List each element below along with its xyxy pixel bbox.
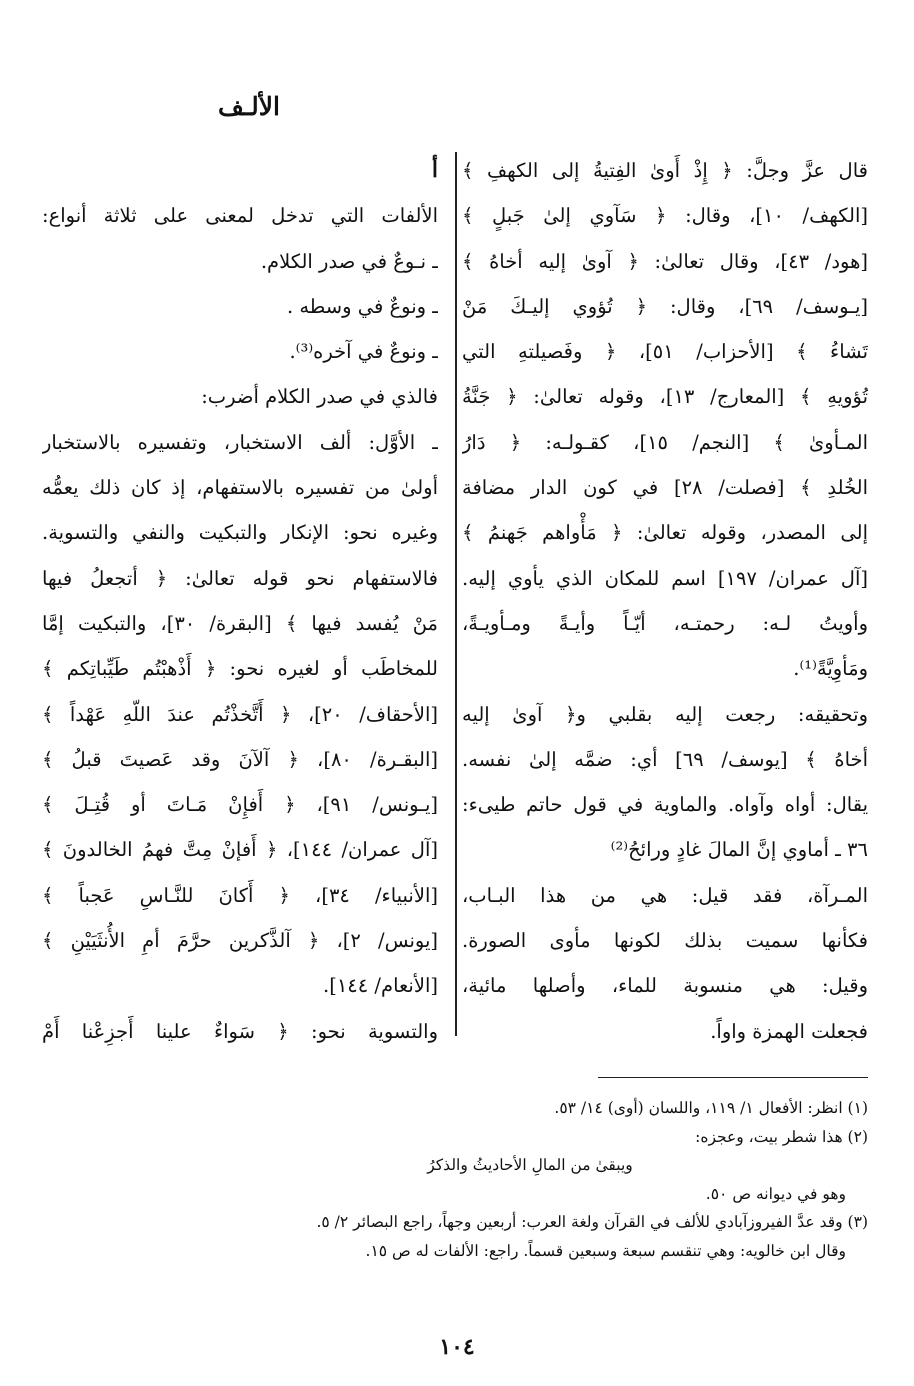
text-line: وغيره نحو: الإنكار والتبكيت والنفي والتسوية. (42, 521, 438, 545)
text-line: ـ نـوعٌ في صدر الكلام. (260, 249, 438, 273)
text-line: فالذي في صدر الكلام أضرب: (201, 385, 438, 409)
text-line: ـ ونوعٌ في وسطه . (286, 294, 438, 318)
footnote-verse: ويبقىٰ من المالِ الأحاديثُ والذكرُ (427, 1156, 633, 1174)
left-column (42, 148, 438, 1054)
footnote-line: وهو في ديوانه ص ٥٠. (705, 1184, 846, 1203)
text-line: أولىٰ من تفسيره بالاستفهام، إذ كان ذلك يعمُّه (42, 476, 438, 500)
text-line: فكأنها سميت بذلك لكونها مأوى الصورة. (462, 929, 868, 953)
text-line: تُؤويهِ ﴾ [المعارج/ ١٣]، وقوله تعالىٰ: ﴿ جَنَّةُ (462, 385, 868, 409)
footnote-line: (١) انظر: الأفعال ١/ ١١٩، واللسان (أوى) ١٤/ ٥٣. (554, 1099, 868, 1117)
text-line: للمخاطَب أو لغيره نحو: ﴿ أَذْهبْتُم طَيِّباتِكم ﴾ (42, 657, 438, 681)
footnote-line: وقال ابن خالويه: وهي تنقسم سبعة وسبعين قسماً. راجع: الألفات له ص ١٥. (365, 1241, 846, 1260)
text-line: ـ الأوَّل: ألف الاستخبار، وتفسيره بالاستخبار (42, 430, 438, 454)
text-line: [الأنبياء/ ٣٤]، ﴿ أَكانَ للنَّـاسِ عَجباً ﴾ (42, 883, 438, 907)
text-line: إلى المصدر، وقوله تعالىٰ: ﴿ مَأْواهم جَهنمُ ﴾ (462, 521, 868, 545)
text-line: ـ ونوعٌ في آخره⁽³⁾. (289, 340, 438, 364)
text-line: والتسوية نحو: ﴿ سَواءٌ علينا أَجزِعْنا أَمْ (42, 1019, 438, 1043)
page-number: ١٠٤ (439, 1334, 475, 1360)
text-line: الألفات التي تدخل لمعنى على ثلاثة أنواع: (42, 204, 438, 228)
text-line: [يونس/ ٢]، ﴿ آلذَّكرين حرَّمَ أمِ الأُنثَيَيْنِ ﴾ (42, 929, 438, 953)
text-line: أخاهُ ﴾ [يوسف/ ٦٩] أي: ضمَّه إلىٰ نفسه. (462, 747, 868, 771)
page-header: الألـف (217, 92, 280, 121)
text-line: [يـوسف/ ٦٩]، وقال: ﴿ تُؤوي إليـكَ مَنْ (462, 294, 868, 318)
text-line: [الأحقاف/ ٢٠]، ﴿ أَتَّخذْتُم عندَ اللّهِ عَهْداً ﴾ (42, 702, 438, 726)
poem-line: ٣٦ ـ أماوي إنَّ المالَ غادٍ ورائحُ⁽²⁾ (610, 838, 868, 862)
text-line: يقال: أواه وآواه. والماوية في قول حاتم طيىء: (462, 793, 868, 817)
footnote-divider (598, 1077, 868, 1078)
text-line: فجعلت الهمزة واواً. (710, 1019, 868, 1043)
text-line: قال عزَّ وجلَّ: ﴿ إِذْ أَوىٰ الفِتيةُ إلى الكهفِ ﴾ (462, 159, 868, 182)
text-line: [آل عمران/ ١٩٧] اسم للمكان الذي يأوي إليه. (462, 566, 868, 590)
text-line: [البقـرة/ ٨٠]، ﴿ آلآنَ وقد عَصيتَ قبلُ ﴾ (42, 747, 438, 771)
text-line: [يـونس/ ٩١]، ﴿ أَفإِنْ مَـاتَ أو قُتِـلَ ﴾ (42, 793, 438, 817)
text-line: [آل عمران/ ١٤٤]، ﴿ أَفإنْ مِتَّ فهمُ الخالدونَ ﴾ (42, 838, 438, 862)
section-heading: أ (431, 157, 438, 183)
text-line: الخُلدِ ﴾ [فصلت/ ٢٨] في كون الدار مضافة (462, 476, 868, 500)
text-line: وقيل: هي منسوبة للماء، وأصلها مائية، (462, 974, 868, 998)
text-line: مَنْ يُفسد فيها ﴾ [البقرة/ ٣٠]، والتبكيت إمَّا (42, 611, 438, 635)
footnotes (42, 1094, 868, 1265)
text-line: [الأنعام/ ١٤٤]. (323, 974, 438, 998)
text-line: ومَأوِيَّةً⁽¹⁾. (793, 657, 868, 681)
footnote-line: (٢) هذا شطر بيت، وعجزه: (695, 1127, 868, 1146)
text-line: [الكهف/ ١٠]، وقال: ﴿ سَآوي إلىٰ جَبلٍ ﴾ (462, 204, 868, 228)
text-line: وتحقيقه: رجعت إليه بقلبي و﴿ آوىٰ إليه (462, 702, 868, 726)
text-line: المـرآة، فقد قيل: هي من هذا البـاب، (462, 883, 868, 907)
footnote-line: (٣) وقد عدَّ الفيروزآبادي للألف في القرآن ولغة العرب: أربعين وجهاً، راجع البصائر ٢/ ٥. (316, 1213, 868, 1231)
column-divider (455, 152, 457, 1036)
text-line: [هود/ ٤٣]، وقال تعالىٰ: ﴿ آوىٰ إليه أخاهُ ﴾ (462, 249, 868, 273)
right-column (462, 148, 868, 1054)
text-line: فالاستفهام نحو قوله تعالىٰ: ﴿ أتجعلُ فيها (42, 566, 438, 590)
text-line: تَشاءُ ﴾ [الأحزاب/ ٥١]، ﴿ وفَصيلتهِ التي (462, 340, 868, 364)
text-line: وأويتُ لـه: رحمتـه، أيّـاً وأيـةً ومـأويـةً، (462, 611, 868, 635)
text-line: المـأوىٰ ﴾ [النجم/ ١٥]، كقـولـه: ﴿ دَارُ (462, 430, 868, 454)
